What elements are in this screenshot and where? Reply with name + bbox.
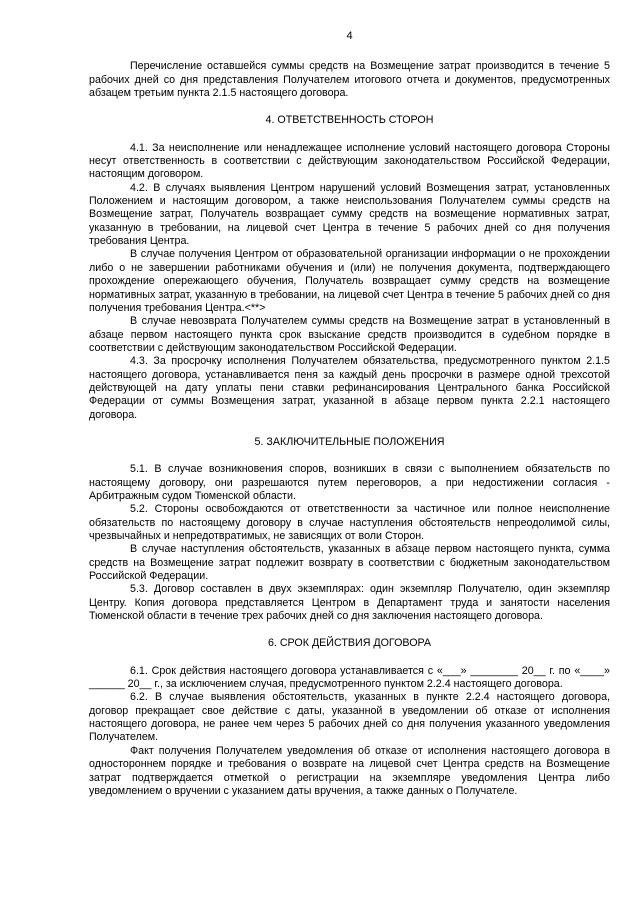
paragraph-4-1: 4.1. За неисполнение или ненадлежащее исполнение условий настоящего договора Стороны несут ответственность в соответствии с действующим законодательством Российской Федерации, настоящим договором. bbox=[89, 141, 610, 181]
paragraph-4-2-training-info: В случае получения Центром от образовательной организации информации о не прохождении либо о не завершении работниками обучения и (или) не получения документа, подтверждающего прохождение опережающего обучения, Получатель возвращает сумму средств на возмещение нормативных затрат, указанную в требовании, на лицевой счет Центра в течение 5 рабочих дней со дня получения требования Центра.<**> bbox=[89, 248, 610, 314]
section-title-final-provisions: 5. ЗАКЛЮЧИТЕЛЬНЫЕ ПОЛОЖЕНИЯ bbox=[254, 435, 445, 448]
paragraph-6-2-notification: Факт получения Получателем уведомления об отказе от исполнения настоящего договора в одностороннем порядке и требования о возврате на лицевой счет Центра средств на Возмещение затрат подтверждается отметкой о регистрации на экземпляре уведомления Центра либо уведомлением о вручении с указанием даты вручения, а также данных о Получателе. bbox=[89, 744, 610, 797]
paragraph-4-2-non-return: В случае невозврата Получателем суммы средств на Возмещение затрат в установленный в абзаце первом настоящего пункта срок взыскание средств производится в судебном порядке в соответствии с действующим законодательством Российской Федерации. bbox=[89, 315, 610, 354]
paragraph-5-3: 5.3. Договор составлен в двух экземплярах: один экземпляр Получателю, один экземпляр Центру. Копия договора представляется Центром в Департамент труда и занятости населения Тюменской области в течение трех рабочих дней со дня заключения настоящего договора. bbox=[89, 583, 610, 623]
paragraph-4-3: 4.3. За просрочку исполнения Получателем обязательства, предусмотренного пунктом 2.1.5 настоящего договора, устанавливается пеня за каждый день просрочки в размере одной трехсотой действующей на дату уплаты пени ставки рефинансирования Центрального банка Российской Федерации от суммы Возмещения затрат, указанной в абзаце первом пункта 2.2.1 настоящего договора. bbox=[89, 355, 610, 421]
paragraph-6-2: 6.2. В случае выявления обстоятельств, указанных в пункте 2.2.4 настоящего договора, договор прекращает свое действие с даты, указанной в уведомлении об отказе от исполнения настоящего договора, не ранее чем через 5 рабочих дней со дня получения указанного уведомления Получателем. bbox=[89, 691, 610, 744]
section-title-responsibility: 4. ОТВЕТСТВЕННОСТЬ СТОРОН bbox=[265, 114, 434, 127]
document-page bbox=[89, 30, 610, 798]
section-title-contract-term: 6. СРОК ДЕЙСТВИЯ ДОГОВОРА bbox=[267, 637, 432, 650]
paragraph-5-2-refund: В случае наступления обстоятельств, указанных в абзаце первом настоящего пункта, сумма средств на Возмещение затрат подлежит возврату в соответствии с бюджетным законодательством Российской Федерации. bbox=[89, 543, 610, 583]
page-number: 4 bbox=[346, 30, 353, 42]
paragraph-4-2: 4.2. В случаях выявления Центром нарушений условий Возмещения затрат, установленных Положением и настоящим договором, а также неиспользования Получателем суммы средств на Возмещение затрат, Получатель возвращает сумму средств на возмещение нормативных затрат, указанную в требовании, на лицевой счет Центра в течение 5 рабочих дней со дня получения требования Центра. bbox=[89, 181, 610, 248]
paragraph-6-1: 6.1. Срок действия настоящего договора устанавливается с «___» ________ 20__ г. по «____» ______ 20__ г., за исключением случая, предусмотренного пунктом 2.2.4 настоящего договора. bbox=[89, 664, 610, 691]
paragraph-5-2: 5.2. Стороны освобождаются от ответственности за частичное или полное неисполнение обязательств по настоящему договору в случае наступления обстоятельств непреодолимой силы, чрезвычайных и непредотвратимых, не зависящих от воли Сторон. bbox=[89, 503, 610, 542]
paragraph-remaining-amount-transfer: Перечисление оставшейся суммы средств на Возмещение затрат производится в течение 5 рабочих дней со дня представления Получателем итогового отчета и документов, предусмотренных абзацем третьим пункта 2.1.5 настоящего договора. bbox=[89, 60, 610, 100]
paragraph-5-1: 5.1. В случае возникновения споров, возникших в связи с выполнением обязательств по настоящему договору, они разрешаются путем переговоров, а при недостижении согласия - Арбитражным судом Тюменской области. bbox=[89, 463, 610, 502]
